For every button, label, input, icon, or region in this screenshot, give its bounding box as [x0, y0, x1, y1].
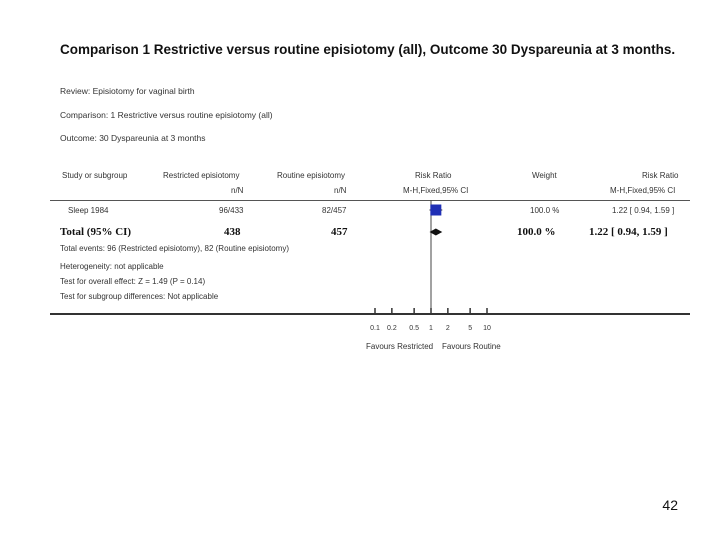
header-restricted-sub: n/N	[231, 186, 244, 195]
axis-tick-label: 0.2	[386, 325, 397, 332]
total-weight: 100.0 %	[517, 226, 556, 238]
header-risk-ratio-2: Risk Ratio	[642, 171, 679, 180]
review-line: Review: Episiotomy for vaginal birth	[60, 86, 195, 96]
comparison-line: Comparison: 1 Restrictive versus routine episiotomy (all)	[60, 110, 273, 120]
total-routine: 457	[331, 226, 348, 238]
total-effect-diamond	[429, 229, 442, 236]
header-routine: Routine episiotomy	[277, 171, 346, 180]
header-routine-sub: n/N	[334, 186, 347, 195]
heterogeneity-note: Heterogeneity: not applicable	[60, 262, 164, 271]
total-restricted: 438	[224, 226, 241, 238]
study-restricted: 96/433	[219, 206, 244, 215]
axis-tick-label: 5	[468, 325, 473, 332]
study-routine: 82/457	[322, 206, 347, 215]
axis-tick-label: 10	[483, 325, 491, 332]
favours-right-label: Favours Routine	[442, 342, 501, 351]
header-risk-ratio-sub: M-H,Fixed,95% CI	[403, 186, 469, 195]
header-risk-ratio: Risk Ratio	[415, 171, 452, 180]
axis-tick-label: 2	[445, 325, 450, 332]
header-study: Study or subgroup	[62, 171, 128, 180]
overall-effect-note: Test for overall effect: Z = 1.49 (P = 0.14)	[60, 277, 206, 286]
study-weight: 100.0 %	[530, 206, 560, 215]
favours-left-label: Favours Restricted	[366, 342, 434, 351]
slide-number: 42	[662, 497, 678, 513]
axis-tick-label: 1	[429, 325, 433, 332]
header-divider	[50, 200, 690, 201]
header-weight: Weight	[532, 171, 557, 180]
study-name: Sleep 1984	[68, 206, 109, 215]
table-bottom-rule	[50, 313, 690, 315]
total-events-note: Total events: 96 (Restricted episiotomy), 82 (Routine episiotomy)	[60, 244, 289, 253]
header-risk-ratio-2-sub: M-H,Fixed,95% CI	[610, 186, 676, 195]
subgroup-note: Test for subgroup differences: Not applicable	[60, 292, 219, 301]
study-ci: 1.22 [ 0.94, 1.59 ]	[612, 206, 675, 215]
figure-title: Comparison 1 Restrictive versus routine episiotomy (all), Outcome 30 Dyspareunia at 3 months.	[60, 42, 676, 57]
study-effect-square	[430, 205, 441, 216]
axis-tick-label: 0.1	[370, 325, 380, 332]
total-name: Total (95% CI)	[60, 226, 132, 238]
outcome-line: Outcome: 30 Dyspareunia at 3 months	[60, 133, 206, 143]
header-restricted: Restricted episiotomy	[163, 171, 240, 180]
total-ci: 1.22 [ 0.94, 1.59 ]	[589, 226, 668, 238]
axis-tick-label: 0.5	[409, 325, 420, 332]
